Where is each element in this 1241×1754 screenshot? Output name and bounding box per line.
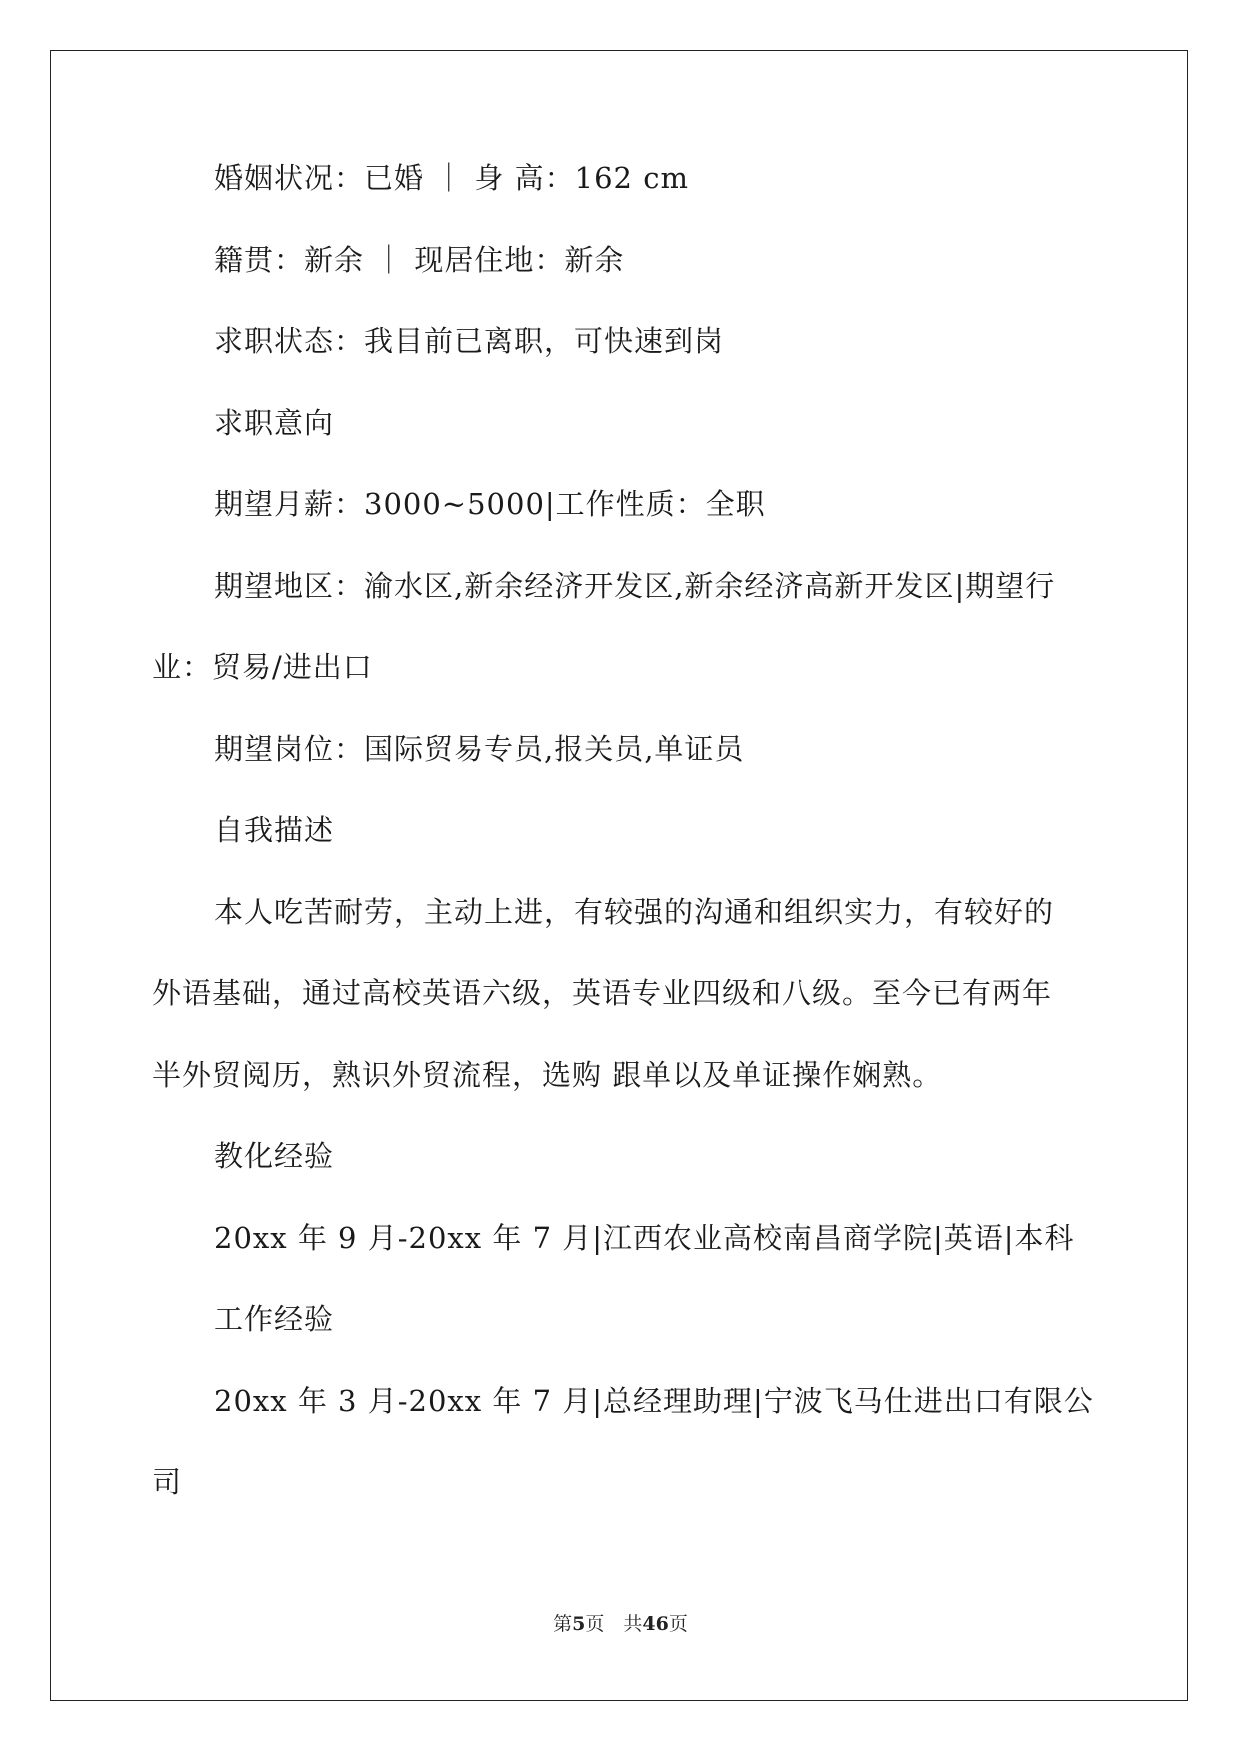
text-line: 外语基础，通过高校英语六级，英语专业四级和八级。至今已有两年 [152,976,1053,1010]
text-line: 籍贯：新余 ｜ 现居住地：新余 [214,242,625,277]
page-number: 5 [572,1613,586,1635]
text-line: 半外贸阅历，熟识外贸流程，选购 跟单以及单证操作娴熟。 [152,1057,943,1092]
text-line: 本人吃苦耐劳，主动上进，有较强的沟通和组织实力，有较好的 [214,894,1055,929]
footer-middle: 页 共 [585,1613,643,1635]
text-line: 20xx 年 9 月-20xx 年 7 月|江西农业高校南昌商学院|英语|本科 [214,1220,1075,1255]
section-heading: 工作经验 [214,1302,335,1336]
text-line: 婚姻状况：已婚 ｜ 身 高：162 cm [214,161,689,195]
page-total: 46 [642,1613,669,1635]
text-line: 业：贸易/进出口 [152,650,373,684]
document-body [152,158,1094,1544]
text-line: 求职状态：我目前已离职，可快速到岗 [214,324,725,358]
text-line: 司 [152,1465,183,1499]
text-line: 期望月薪：3000~5000|工作性质：全职 [214,487,766,521]
text-line: 20xx 年 3 月-20xx 年 7 月|总经理助理|宁波飞马仕进出口有限公 [214,1383,1094,1418]
section-heading: 自我描述 [214,813,335,847]
text-line: 期望岗位：国际贸易专员,报关员,单证员 [214,731,745,766]
section-heading: 求职意向 [214,405,335,440]
text-line: 期望地区：渝水区,新余经济开发区,新余经济高新开发区|期望行 [214,568,1056,603]
footer-prefix: 第 [553,1613,573,1635]
footer-suffix: 页 [668,1613,688,1635]
section-heading: 教化经验 [214,1139,335,1173]
page-footer [0,1612,1241,1636]
